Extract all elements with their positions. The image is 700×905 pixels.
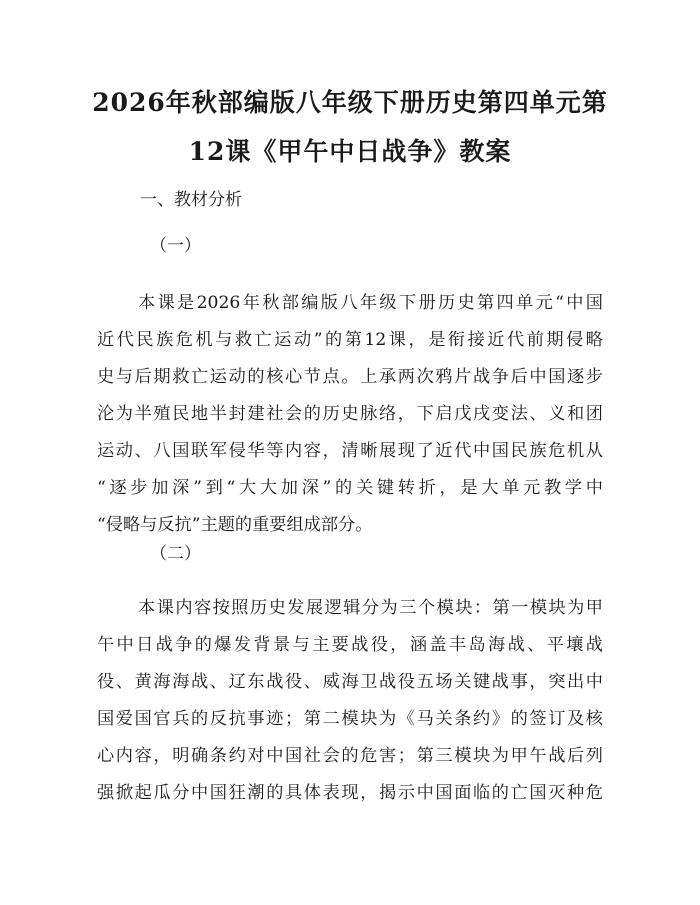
paragraph-1-line: “侵略与反抗”主题的重要组成部分。 <box>97 515 373 535</box>
section-heading-textbook-analysis: 一、教材分析 <box>140 190 242 210</box>
paragraph-2-line: 本课内容按照历史发展逻辑分为三个模块：第一模块为甲 <box>138 598 603 618</box>
document-title-line-1: 2026年秋部编版八年级下册历史第四单元第 <box>92 88 608 117</box>
subsection-heading-1: （一） <box>150 236 201 256</box>
document-title-line-2: 12课《甲午中日战争》教案 <box>188 137 512 166</box>
paragraph-1-line: 本课是2026年秋部编版八年级下册历史第四单元“中国 <box>138 293 603 313</box>
subsection-heading-2: （二） <box>150 544 201 564</box>
paragraph-2-line: 役、黄海海战、辽东战役、威海卫战役五场关键战事，突出中 <box>97 672 603 692</box>
paragraph-1-line: “逐步加深”到“大大加深”的关键转折，是大单元教学中 <box>97 478 603 498</box>
paragraph-2-line: 国爱国官兵的反抗事迹；第二模块为《马关条约》的签订及核 <box>97 709 603 729</box>
paragraph-2 <box>97 590 603 812</box>
paragraph-2-line: 心内容，明确条约对中国社会的危害；第三模块为甲午战后列 <box>97 746 603 766</box>
paragraph-2-line: 午中日战争的爆发背景与主要战役，涵盖丰岛海战、平壤战 <box>97 635 603 655</box>
paragraph-2-line: 强掀起瓜分中国狂潮的具体表现，揭示中国面临的亡国灭种危 <box>97 783 603 803</box>
paragraph-1-line: 史与后期救亡运动的核心节点。上承两次鸦片战争后中国逐步 <box>97 367 603 387</box>
paragraph-1 <box>97 285 603 544</box>
paragraph-1-line: 近代民族危机与救亡运动”的第12课，是衔接近代前期侵略 <box>97 330 603 350</box>
paragraph-1-line: 运动、八国联军侵华等内容，清晰展现了近代中国民族危机从 <box>97 441 603 461</box>
paragraph-1-line: 沦为半殖民地半封建社会的历史脉络，下启戊戌变法、义和团 <box>97 404 603 424</box>
